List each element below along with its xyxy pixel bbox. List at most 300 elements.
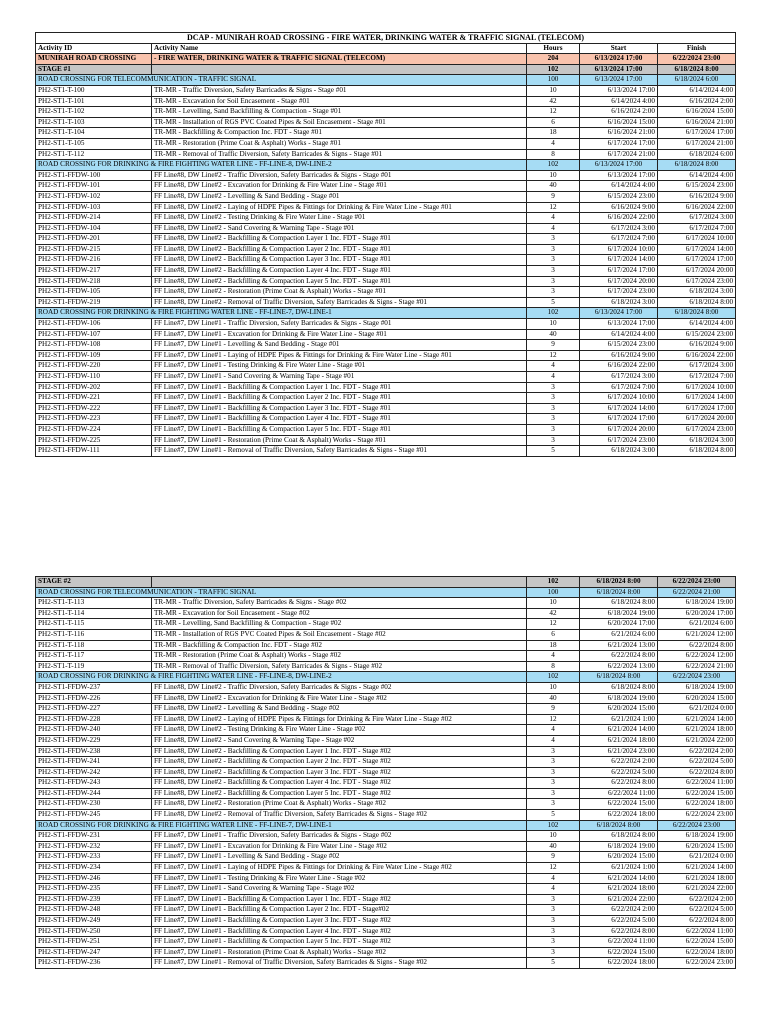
activity-name: FF Line#7, DW Line#1 - Backfilling & Compaction Layer 2 Inc. FDT - Stage #01 [152, 393, 527, 404]
section-row [36, 587, 736, 598]
activity-hours: 3 [527, 905, 580, 916]
activity-hours: 18 [527, 640, 580, 651]
activity-name: FF Line#7, DW Line#1 - Backfilling & Compaction Layer 2 Inc. FDT - Stage#02 [152, 905, 527, 916]
activity-id: PH2-ST1-T-115 [36, 619, 152, 630]
table-row [36, 863, 736, 874]
activity-id: PH2-ST1-FFDW-238 [36, 746, 152, 757]
activity-hours: 10 [527, 598, 580, 609]
stage-hours: 102 [527, 64, 580, 75]
activity-name: TR-MR - Restoration (Prime Coat & Asphalt) Works - Stage #02 [152, 651, 527, 662]
activity-hours: 4 [527, 138, 580, 149]
activity-start: 6/22/2024 18:00 [580, 958, 658, 969]
activity-start: 6/17/2024 20:00 [580, 424, 658, 435]
activity-start: 6/22/2024 2:00 [580, 757, 658, 768]
stage-label: STAGE #1 [36, 64, 152, 75]
activity-hours: 40 [527, 181, 580, 192]
activity-hours: 3 [527, 894, 580, 905]
activity-start: 6/21/2024 1:00 [580, 714, 658, 725]
activity-name: FF Line#8, DW Line#2 - Backfilling & Compaction Layer 4 Inc. FDT - Stage #01 [152, 266, 527, 277]
activity-hours: 3 [527, 926, 580, 937]
activity-hours: 12 [527, 107, 580, 118]
activity-hours: 6 [527, 629, 580, 640]
activity-name: FF Line#7, DW Line#1 - Traffic Diversion, Safety Barricades & Signs - Stage #02 [152, 831, 527, 842]
activity-finish: 6/17/2024 3:00 [658, 213, 736, 224]
activity-finish: 6/17/2024 7:00 [658, 372, 736, 383]
section-hours: 102 [527, 160, 580, 171]
activity-finish: 6/16/2024 9:00 [658, 340, 736, 351]
activity-start: 6/18/2024 19:00 [580, 841, 658, 852]
activity-start: 6/22/2024 18:00 [580, 810, 658, 821]
activity-name: FF Line#7, DW Line#1 - Backfilling & Compaction Layer 1 Inc. FDT - Stage #01 [152, 382, 527, 393]
activity-hours: 3 [527, 414, 580, 425]
activity-name: FF Line#8, DW Line#2 - Restoration (Prime Coat & Asphalt) Works - Stage #01 [152, 287, 527, 298]
activity-finish: 6/22/2024 8:00 [658, 767, 736, 778]
activity-id: PH2-ST1-FFDW-242 [36, 767, 152, 778]
table-row [36, 276, 736, 287]
activity-hours: 9 [527, 704, 580, 715]
activity-name: FF Line#7, DW Line#1 - Backfilling & Compaction Layer 4 Inc. FDT - Stage #02 [152, 926, 527, 937]
table-row [36, 361, 736, 372]
activity-id: PH2-ST1-FFDW-235 [36, 884, 152, 895]
activity-start: 6/21/2024 6:00 [580, 629, 658, 640]
activity-hours: 10 [527, 85, 580, 96]
project-row [36, 54, 736, 65]
schedule-table-stage-2 [35, 576, 736, 969]
activity-name: FF Line#8, DW Line#2 - Excavation for Drinking & Fire Water Line - Stage #02 [152, 693, 527, 704]
activity-hours: 3 [527, 778, 580, 789]
activity-name: FF Line#7, DW Line#1 - Backfilling & Compaction Layer 3 Inc. FDT - Stage #02 [152, 916, 527, 927]
table-row [36, 223, 736, 234]
activity-start: 6/22/2024 5:00 [580, 916, 658, 927]
activity-start: 6/22/2024 13:00 [580, 661, 658, 672]
activity-hours: 3 [527, 244, 580, 255]
activity-name: FF Line#7, DW Line#1 - Removal of Traffic Diversion, Safety Barricades & Signs - Stage #01 [152, 446, 527, 457]
activity-id: PH2-ST1-FFDW-201 [36, 234, 152, 245]
table-row [36, 393, 736, 404]
section-hours: 102 [527, 672, 580, 683]
section-start: 6/13/2024 17:00 [580, 308, 658, 319]
activity-name: FF Line#7, DW Line#1 - Sand Covering & Warning Tape - Stage #02 [152, 884, 527, 895]
activity-finish: 6/22/2024 15:00 [658, 937, 736, 948]
activity-name: FF Line#7, DW Line#1 - Testing Drinking & Fire Water Line - Stage #01 [152, 361, 527, 372]
activity-start: 6/13/2024 17:00 [580, 319, 658, 330]
activity-start: 6/22/2024 11:00 [580, 937, 658, 948]
activity-start: 6/20/2024 15:00 [580, 852, 658, 863]
section-start: 6/18/2024 8:00 [580, 587, 658, 598]
activity-name: FF Line#7, DW Line#1 - Traffic Diversion, Safety Barricades & Signs - Stage #01 [152, 319, 527, 330]
activity-id: PH2-ST1-FFDW-230 [36, 799, 152, 810]
activity-finish: 6/21/2024 14:00 [658, 714, 736, 725]
activity-finish: 6/17/2024 20:00 [658, 414, 736, 425]
table-row [36, 287, 736, 298]
table-row [36, 788, 736, 799]
activity-finish: 6/18/2024 6:00 [658, 149, 736, 160]
activity-finish: 6/22/2024 18:00 [658, 799, 736, 810]
header-row [36, 43, 736, 54]
activity-name: FF Line#8, DW Line#2 - Levelling & Sand Bedding - Stage #02 [152, 704, 527, 715]
section-title: ROAD CROSSING FOR TELECOMMUNICATION - TRAFFIC SIGNAL [36, 587, 527, 598]
activity-hours: 5 [527, 810, 580, 821]
section-finish: 6/18/2024 6:00 [658, 75, 736, 86]
activity-id: PH2-ST1-T-116 [36, 629, 152, 640]
activity-id: PH2-ST1-FFDW-214 [36, 213, 152, 224]
activity-hours: 3 [527, 266, 580, 277]
activity-finish: 6/22/2024 23:00 [658, 958, 736, 969]
activity-id: PH2-ST1-FFDW-218 [36, 276, 152, 287]
activity-hours: 5 [527, 958, 580, 969]
activity-finish: 6/18/2024 8:00 [658, 446, 736, 457]
activity-name: FF Line#8, DW Line#2 - Backfilling & Compaction Layer 3 Inc. FDT - Stage #01 [152, 255, 527, 266]
activity-id: PH2-ST1-FFDW-100 [36, 170, 152, 181]
activity-finish: 6/22/2024 2:00 [658, 746, 736, 757]
section-row [36, 672, 736, 683]
header-finish: Finish [658, 43, 736, 54]
activity-hours: 9 [527, 191, 580, 202]
activity-hours: 8 [527, 149, 580, 160]
table-row [36, 598, 736, 609]
activity-hours: 4 [527, 735, 580, 746]
activity-hours: 40 [527, 693, 580, 704]
activity-hours: 3 [527, 393, 580, 404]
activity-id: PH2-ST1-T-114 [36, 608, 152, 619]
activity-name: FF Line#8, DW Line#2 - Laying of HDPE Pipes & Fittings for Drinking & Fire Water Line - Stage #02 [152, 714, 527, 725]
activity-hours: 6 [527, 117, 580, 128]
activity-hours: 4 [527, 223, 580, 234]
activity-id: PH2-ST1-FFDW-251 [36, 937, 152, 948]
project-finish: 6/22/2024 23:00 [658, 54, 736, 65]
table-row [36, 916, 736, 927]
activity-hours: 4 [527, 651, 580, 662]
activity-name: FF Line#7, DW Line#1 - Backfilling & Compaction Layer 5 Inc. FDT - Stage #02 [152, 937, 527, 948]
stage-row [36, 64, 736, 75]
project-start: 6/13/2024 17:00 [580, 54, 658, 65]
table-row [36, 841, 736, 852]
activity-finish: 6/22/2024 23:00 [658, 810, 736, 821]
table-row [36, 435, 736, 446]
activity-start: 6/18/2024 8:00 [580, 831, 658, 842]
activity-finish: 6/17/2024 17:00 [658, 403, 736, 414]
activity-start: 6/14/2024 4:00 [580, 329, 658, 340]
activity-hours: 4 [527, 725, 580, 736]
section-row [36, 75, 736, 86]
activity-id: PH2-ST1-FFDW-226 [36, 693, 152, 704]
activity-name: FF Line#8, DW Line#2 - Traffic Diversion, Safety Barricades & Signs - Stage #02 [152, 682, 527, 693]
activity-finish: 6/18/2024 19:00 [658, 598, 736, 609]
table-row [36, 297, 736, 308]
activity-hours: 12 [527, 202, 580, 213]
activity-id: PH2-ST1-T-113 [36, 598, 152, 609]
activity-hours: 18 [527, 128, 580, 139]
table-row [36, 350, 736, 361]
table-row [36, 340, 736, 351]
activity-start: 6/21/2024 13:00 [580, 640, 658, 651]
stage-name-cell [152, 64, 527, 75]
activity-id: PH2-ST1-FFDW-234 [36, 863, 152, 874]
activity-name: FF Line#7, DW Line#1 - Levelling & Sand Bedding - Stage #01 [152, 340, 527, 351]
activity-name: FF Line#7, DW Line#1 - Laying of HDPE Pipes & Fittings for Drinking & Fire Water Line - Stage #02 [152, 863, 527, 874]
activity-finish: 6/16/2024 9:00 [658, 191, 736, 202]
activity-finish: 6/16/2024 21:00 [658, 117, 736, 128]
activity-hours: 5 [527, 446, 580, 457]
section-row [36, 820, 736, 831]
activity-start: 6/21/2024 22:00 [580, 894, 658, 905]
activity-id: PH2-ST1-FFDW-231 [36, 831, 152, 842]
activity-hours: 3 [527, 276, 580, 287]
activity-name: FF Line#8, DW Line#2 - Backfilling & Compaction Layer 4 Inc. FDT - Stage #02 [152, 778, 527, 789]
activity-start: 6/15/2024 23:00 [580, 191, 658, 202]
activity-start: 6/17/2024 17:00 [580, 266, 658, 277]
table-row [36, 693, 736, 704]
stage-finish: 6/22/2024 23:00 [658, 577, 736, 588]
table-row [36, 414, 736, 425]
table-row [36, 735, 736, 746]
activity-name: FF Line#8, DW Line#2 - Sand Covering & Warning Tape - Stage #02 [152, 735, 527, 746]
activity-finish: 6/21/2024 12:00 [658, 629, 736, 640]
activity-name: TR-MR - Removal of Traffic Diversion, Safety Barricades & Signs - Stage #02 [152, 661, 527, 672]
activity-hours: 8 [527, 661, 580, 672]
activity-finish: 6/14/2024 4:00 [658, 319, 736, 330]
activity-name: FF Line#8, DW Line#2 - Testing Drinking & Fire Water Line - Stage #01 [152, 213, 527, 224]
activity-hours: 10 [527, 319, 580, 330]
activity-id: PH2-ST1-T-103 [36, 117, 152, 128]
activity-name: TR-MR - Excavation for Soil Encasement - Stage #02 [152, 608, 527, 619]
activity-name: FF Line#8, DW Line#2 - Backfilling & Compaction Layer 5 Inc. FDT - Stage #01 [152, 276, 527, 287]
activity-name: FF Line#7, DW Line#1 - Backfilling & Compaction Layer 4 Inc. FDT - Stage #01 [152, 414, 527, 425]
activity-finish: 6/22/2024 11:00 [658, 778, 736, 789]
table-row [36, 725, 736, 736]
activity-id: PH2-ST1-T-104 [36, 128, 152, 139]
activity-id: PH2-ST1-FFDW-233 [36, 852, 152, 863]
table-row [36, 640, 736, 651]
table-row [36, 714, 736, 725]
activity-id: PH2-ST1-FFDW-202 [36, 382, 152, 393]
activity-finish: 6/21/2024 22:00 [658, 735, 736, 746]
table-row [36, 629, 736, 640]
activity-finish: 6/22/2024 21:00 [658, 661, 736, 672]
activity-id: PH2-ST1-FFDW-227 [36, 704, 152, 715]
activity-finish: 6/21/2024 14:00 [658, 863, 736, 874]
activity-start: 6/16/2024 15:00 [580, 117, 658, 128]
activity-id: PH2-ST1-FFDW-221 [36, 393, 152, 404]
activity-start: 6/21/2024 18:00 [580, 735, 658, 746]
activity-hours: 9 [527, 852, 580, 863]
activity-name: TR-MR - Levelling, Sand Backfilling & Compaction - Stage #02 [152, 619, 527, 630]
activity-id: PH2-ST1-FFDW-223 [36, 414, 152, 425]
activity-id: PH2-ST1-FFDW-237 [36, 682, 152, 693]
table-row [36, 757, 736, 768]
activity-start: 6/16/2024 9:00 [580, 202, 658, 213]
activity-start: 6/16/2024 22:00 [580, 213, 658, 224]
activity-name: FF Line#8, DW Line#2 - Sand Covering & Warning Tape - Stage #01 [152, 223, 527, 234]
activity-name: TR-MR - Traffic Diversion, Safety Barricades & Signs - Stage #02 [152, 598, 527, 609]
activity-finish: 6/17/2024 14:00 [658, 393, 736, 404]
table-row [36, 266, 736, 277]
activity-start: 6/17/2024 10:00 [580, 244, 658, 255]
activity-start: 6/18/2024 3:00 [580, 446, 658, 457]
activity-hours: 12 [527, 619, 580, 630]
activity-finish: 6/15/2024 23:00 [658, 329, 736, 340]
activity-id: PH2-ST1-FFDW-245 [36, 810, 152, 821]
document-title: DCAP - MUNIRAH ROAD CROSSING - FIRE WATER, DRINKING WATER & TRAFFIC SIGNAL (TELECOM) [36, 33, 736, 44]
table-row [36, 138, 736, 149]
activity-name: TR-MR - Levelling, Sand Backfilling & Compaction - Stage #01 [152, 107, 527, 118]
activity-id: PH2-ST1-FFDW-109 [36, 350, 152, 361]
activity-id: PH2-ST1-T-102 [36, 107, 152, 118]
activity-id: PH2-ST1-T-105 [36, 138, 152, 149]
table-row [36, 244, 736, 255]
header-hours: Hours [527, 43, 580, 54]
section-title: ROAD CROSSING FOR DRINKING & FIRE FIGHTING WATER LINE - FF-LINE-7, DW-LINE-1 [36, 820, 527, 831]
activity-start: 6/21/2024 14:00 [580, 725, 658, 736]
table-row [36, 608, 736, 619]
activity-name: FF Line#8, DW Line#2 - Backfilling & Compaction Layer 5 Inc. FDT - Stage #02 [152, 788, 527, 799]
activity-name: FF Line#8, DW Line#2 - Traffic Diversion, Safety Barricades & Signs - Stage #01 [152, 170, 527, 181]
table-row [36, 884, 736, 895]
activity-finish: 6/17/2024 7:00 [658, 223, 736, 234]
table-row [36, 319, 736, 330]
activity-name: FF Line#8, DW Line#2 - Removal of Traffic Diversion, Safety Barricades & Signs - Stage #02 [152, 810, 527, 821]
activity-start: 6/16/2024 21:00 [580, 128, 658, 139]
activity-start: 6/17/2024 14:00 [580, 403, 658, 414]
activity-name: TR-MR - Installation of RGS PVC Coated Pipes & Soil Encasement - Stage #02 [152, 629, 527, 640]
activity-start: 6/22/2024 5:00 [580, 767, 658, 778]
activity-finish: 6/14/2024 4:00 [658, 85, 736, 96]
table-row [36, 446, 736, 457]
activity-name: TR-MR - Backfilling & Compaction Inc. FDT - Stage #01 [152, 128, 527, 139]
table-row [36, 947, 736, 958]
activity-name: FF Line#8, DW Line#2 - Backfilling & Compaction Layer 2 Inc. FDT - Stage #02 [152, 757, 527, 768]
activity-finish: 6/20/2024 15:00 [658, 693, 736, 704]
activity-name: TR-MR - Backfilling & Compaction Inc. FDT - Stage #02 [152, 640, 527, 651]
activity-id: PH2-ST1-FFDW-104 [36, 223, 152, 234]
activity-finish: 6/18/2024 19:00 [658, 831, 736, 842]
activity-finish: 6/15/2024 23:00 [658, 181, 736, 192]
activity-id: PH2-ST1-T-118 [36, 640, 152, 651]
table-row [36, 682, 736, 693]
activity-id: PH2-ST1-T-117 [36, 651, 152, 662]
header-activity-name: Activity Name [152, 43, 527, 54]
activity-id: PH2-ST1-FFDW-110 [36, 372, 152, 383]
activity-name: TR-MR - Traffic Diversion, Safety Barricades & Signs - Stage #01 [152, 85, 527, 96]
table-row [36, 382, 736, 393]
table-row [36, 202, 736, 213]
activity-name: FF Line#7, DW Line#1 - Sand Covering & Warning Tape - Stage #01 [152, 372, 527, 383]
activity-hours: 4 [527, 213, 580, 224]
activity-start: 6/16/2024 9:00 [580, 350, 658, 361]
activity-id: PH2-ST1-FFDW-241 [36, 757, 152, 768]
activity-start: 6/17/2024 17:00 [580, 414, 658, 425]
activity-start: 6/14/2024 4:00 [580, 181, 658, 192]
section-row [36, 160, 736, 171]
activity-name: FF Line#7, DW Line#1 - Laying of HDPE Pipes & Fittings for Drinking & Fire Water Line - Stage #01 [152, 350, 527, 361]
activity-hours: 3 [527, 746, 580, 757]
activity-name: FF Line#7, DW Line#1 - Backfilling & Compaction Layer 5 Inc. FDT - Stage #01 [152, 424, 527, 435]
activity-finish: 6/17/2024 14:00 [658, 244, 736, 255]
activity-id: PH2-ST1-FFDW-108 [36, 340, 152, 351]
activity-hours: 3 [527, 234, 580, 245]
section-title: ROAD CROSSING FOR DRINKING & FIRE FIGHTING WATER LINE - FF-LINE-8, DW-LINE-2 [36, 160, 527, 171]
table-row [36, 937, 736, 948]
table-row [36, 831, 736, 842]
activity-finish: 6/17/2024 20:00 [658, 266, 736, 277]
document-title-row [36, 33, 736, 44]
activity-finish: 6/21/2024 0:00 [658, 704, 736, 715]
activity-start: 6/17/2024 3:00 [580, 223, 658, 234]
activity-id: PH2-ST1-FFDW-239 [36, 894, 152, 905]
activity-hours: 5 [527, 297, 580, 308]
activity-finish: 6/22/2024 5:00 [658, 757, 736, 768]
stage-start: 6/13/2024 17:00 [580, 64, 658, 75]
activity-start: 6/21/2024 14:00 [580, 873, 658, 884]
activity-name: FF Line#8, DW Line#2 - Backfilling & Compaction Layer 3 Inc. FDT - Stage #02 [152, 767, 527, 778]
table-row [36, 234, 736, 245]
activity-finish: 6/22/2024 8:00 [658, 640, 736, 651]
activity-id: PH2-ST1-FFDW-224 [36, 424, 152, 435]
activity-hours: 3 [527, 757, 580, 768]
activity-finish: 6/22/2024 15:00 [658, 788, 736, 799]
section-start: 6/18/2024 8:00 [580, 820, 658, 831]
activity-name: FF Line#7, DW Line#1 - Testing Drinking & Fire Water Line - Stage #02 [152, 873, 527, 884]
table-row [36, 958, 736, 969]
activity-finish: 6/22/2024 11:00 [658, 926, 736, 937]
table-row [36, 329, 736, 340]
activity-id: PH2-ST1-FFDW-101 [36, 181, 152, 192]
activity-finish: 6/18/2024 19:00 [658, 682, 736, 693]
table-row [36, 149, 736, 160]
activity-id: PH2-ST1-FFDW-102 [36, 191, 152, 202]
table-row [36, 799, 736, 810]
activity-start: 6/18/2024 19:00 [580, 693, 658, 704]
activity-start: 6/13/2024 17:00 [580, 85, 658, 96]
activity-name: FF Line#8, DW Line#2 - Restoration (Prime Coat & Asphalt) Works - Stage #02 [152, 799, 527, 810]
table-row [36, 372, 736, 383]
table-row [36, 704, 736, 715]
table-row [36, 128, 736, 139]
section-finish: 6/22/2024 23:00 [658, 820, 736, 831]
stage-start: 6/18/2024 8:00 [580, 577, 658, 588]
table-row [36, 852, 736, 863]
activity-start: 6/14/2024 4:00 [580, 96, 658, 107]
activity-start: 6/17/2024 17:00 [580, 138, 658, 149]
activity-name: TR-MR - Removal of Traffic Diversion, Safety Barricades & Signs - Stage #01 [152, 149, 527, 160]
activity-hours: 12 [527, 350, 580, 361]
header-activity-id: Activity ID [36, 43, 152, 54]
activity-hours: 4 [527, 873, 580, 884]
activity-name: FF Line#8, DW Line#2 - Excavation for Drinking & Fire Water Line - Stage #01 [152, 181, 527, 192]
activity-finish: 6/17/2024 23:00 [658, 424, 736, 435]
stage-label: STAGE #2 [36, 577, 152, 588]
activity-hours: 42 [527, 96, 580, 107]
section-start: 6/13/2024 17:00 [580, 75, 658, 86]
activity-id: PH2-ST1-T-119 [36, 661, 152, 672]
activity-start: 6/20/2024 17:00 [580, 619, 658, 630]
activity-id: PH2-ST1-FFDW-232 [36, 841, 152, 852]
activity-finish: 6/17/2024 10:00 [658, 382, 736, 393]
table-row [36, 810, 736, 821]
header-start: Start [580, 43, 658, 54]
activity-hours: 9 [527, 340, 580, 351]
activity-name: FF Line#7, DW Line#1 - Removal of Traffic Diversion, Safety Barricades & Signs - Stage #02 [152, 958, 527, 969]
activity-id: PH2-ST1-FFDW-216 [36, 255, 152, 266]
section-finish: 6/22/2024 21:00 [658, 587, 736, 598]
activity-hours: 10 [527, 170, 580, 181]
activity-id: PH2-ST1-T-100 [36, 85, 152, 96]
activity-start: 6/17/2024 10:00 [580, 393, 658, 404]
activity-id: PH2-ST1-FFDW-243 [36, 778, 152, 789]
activity-id: PH2-ST1-FFDW-225 [36, 435, 152, 446]
activity-start: 6/22/2024 8:00 [580, 926, 658, 937]
activity-start: 6/22/2024 2:00 [580, 905, 658, 916]
